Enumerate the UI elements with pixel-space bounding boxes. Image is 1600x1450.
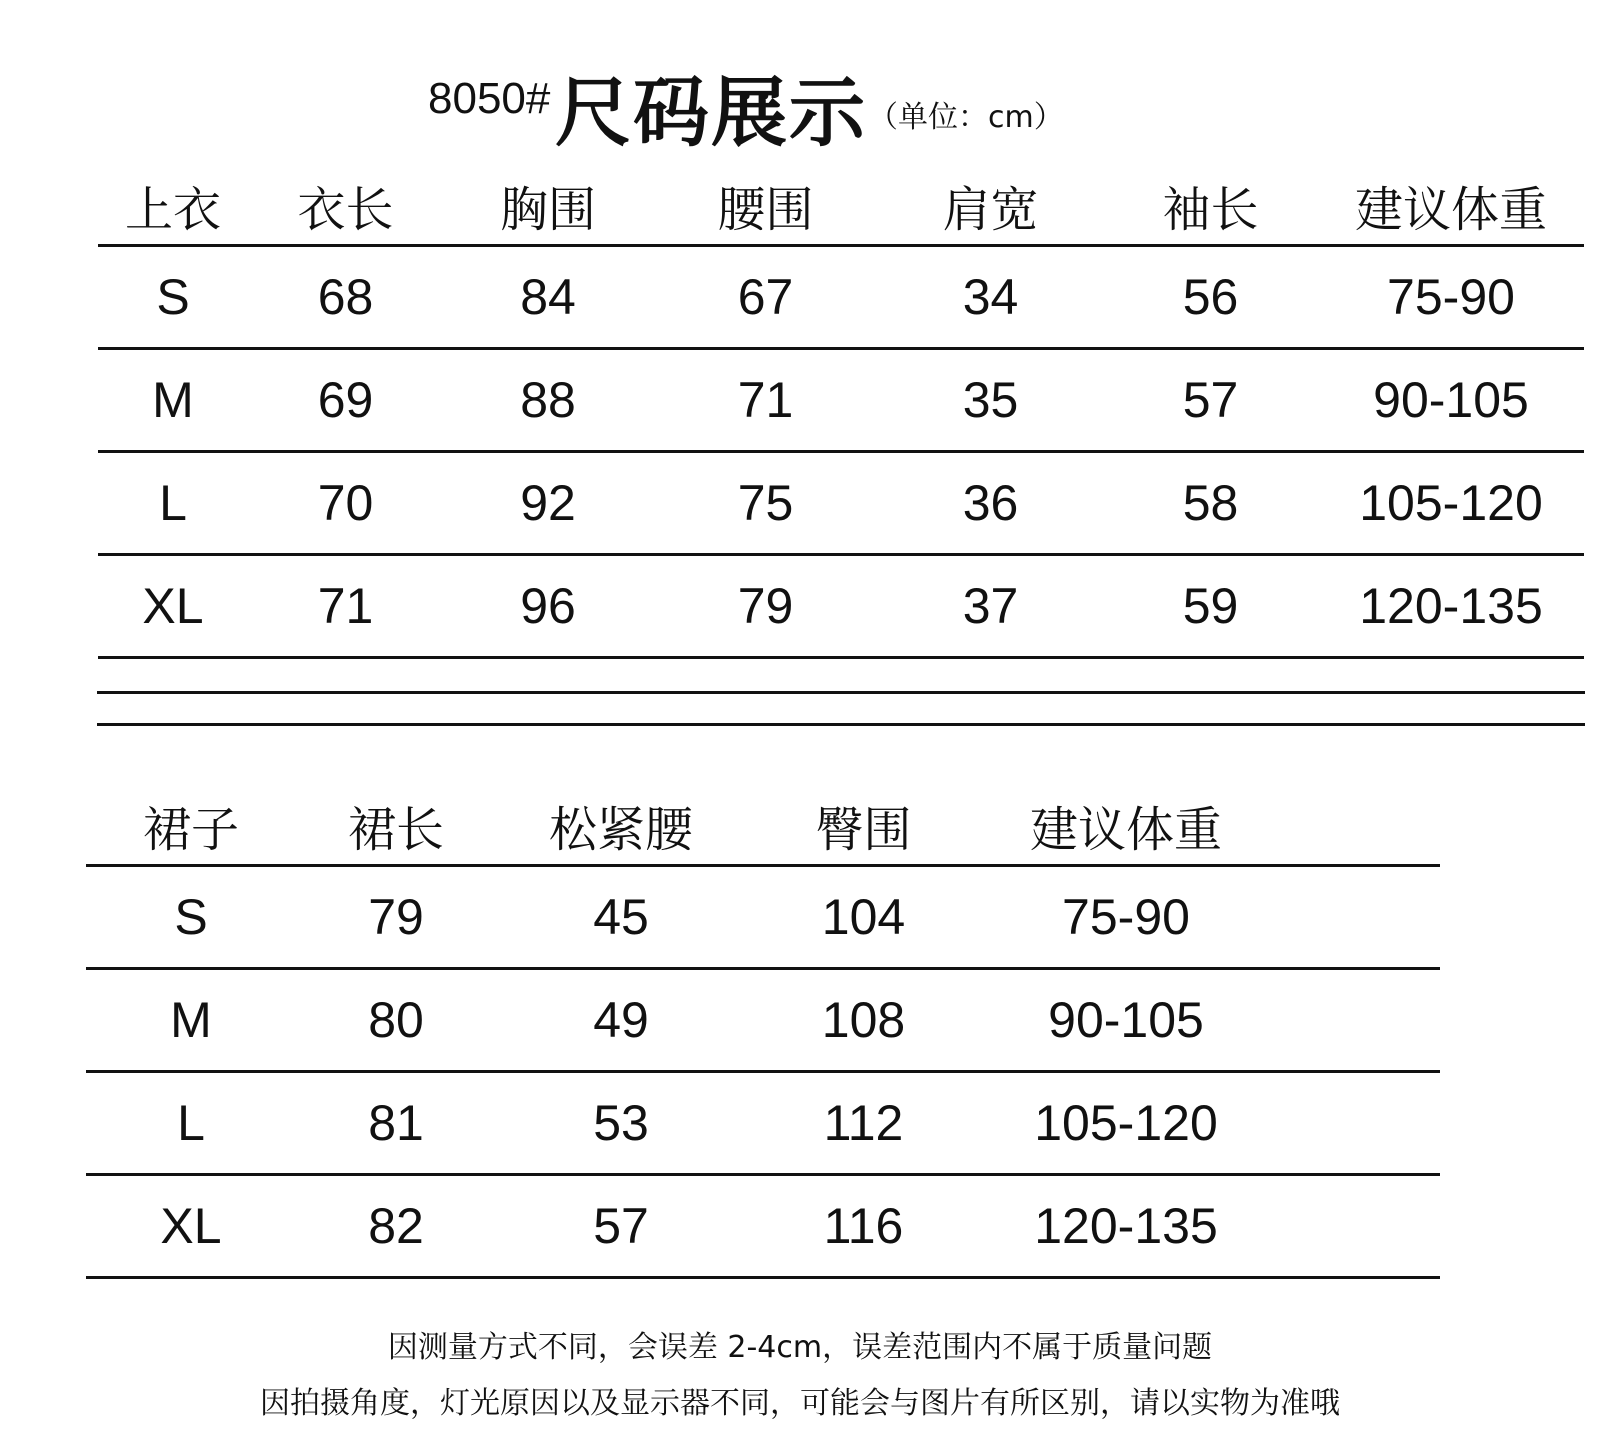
value-cell: 53 — [593, 1094, 649, 1151]
value-cell: 45 — [593, 888, 649, 945]
table-row — [86, 865, 1440, 968]
size-cell: S — [156, 268, 190, 325]
value-cell: 67 — [737, 268, 794, 325]
value-cell: 70 — [317, 474, 374, 531]
value-cell: 59 — [1182, 577, 1239, 634]
value-cell: 105-120 — [1359, 474, 1543, 531]
value-cell: 120-135 — [1034, 1197, 1218, 1254]
empty-cell — [1271, 968, 1440, 1071]
table-row — [98, 348, 1584, 451]
table-row — [86, 1071, 1440, 1174]
header-top: 上衣 — [124, 182, 221, 239]
empty-cell — [1271, 865, 1440, 968]
value-cell: 84 — [520, 268, 576, 325]
size-cell: L — [159, 474, 187, 531]
size-cell: M — [152, 371, 194, 428]
chart-title — [0, 52, 1600, 157]
value-cell: 120-135 — [1359, 577, 1543, 634]
value-cell: 82 — [368, 1197, 424, 1254]
value-cell: 75 — [737, 474, 794, 531]
value-cell: 37 — [962, 577, 1019, 634]
table-row — [98, 245, 1584, 348]
size-cell: S — [174, 888, 208, 945]
table-header-row — [86, 787, 1440, 865]
empty-cell — [1271, 1174, 1440, 1277]
table-row — [98, 451, 1584, 554]
table-row — [86, 968, 1440, 1071]
value-cell: 105-120 — [1034, 1094, 1218, 1151]
header-length: 衣长 — [297, 182, 394, 239]
value-cell: 92 — [520, 474, 576, 531]
value-cell: 116 — [823, 1197, 904, 1254]
note-photo: 因拍摄角度，灯光原因以及显示器不同，可能会与图片有所区别，请以实物为准哦 — [260, 1386, 1340, 1421]
value-cell: 35 — [962, 371, 1019, 428]
header-shoulder: 肩宽 — [942, 182, 1039, 239]
value-cell: 104 — [821, 888, 906, 945]
value-cell: 69 — [317, 371, 374, 428]
title-main: 尺码展示 — [555, 68, 867, 157]
value-cell: 58 — [1182, 474, 1239, 531]
value-cell: 75-90 — [1387, 268, 1515, 325]
value-cell: 90-105 — [1373, 371, 1529, 428]
header-hip: 臀围 — [815, 801, 912, 858]
table-row — [86, 1174, 1440, 1277]
value-cell: 80 — [368, 991, 424, 1048]
unit-label: （单位：cm） — [868, 100, 1064, 135]
value-cell: 79 — [737, 577, 794, 634]
value-cell: 90-105 — [1048, 991, 1204, 1048]
empty-cell — [1271, 1071, 1440, 1174]
size-cell: L — [177, 1094, 205, 1151]
value-cell: 88 — [520, 371, 576, 428]
value-cell: 71 — [737, 371, 794, 428]
header-skirt-length: 裙长 — [347, 801, 444, 858]
value-cell: 79 — [368, 888, 424, 945]
size-cell: XL — [160, 1197, 222, 1254]
header-weight: 建议体重 — [1354, 182, 1547, 239]
value-cell: 71 — [317, 577, 374, 634]
value-cell: 81 — [368, 1094, 424, 1151]
divider-line — [97, 723, 1585, 726]
note-measurement: 因测量方式不同，会误差 2-4cm，误差范围内不属于质量问题 — [387, 1330, 1213, 1365]
header-empty — [1271, 787, 1440, 865]
value-cell: 56 — [1182, 268, 1239, 325]
value-cell: 108 — [821, 991, 906, 1048]
table-row — [98, 554, 1584, 657]
value-cell: 112 — [823, 1094, 904, 1151]
header-waist: 腰围 — [717, 182, 814, 239]
value-cell: 49 — [593, 991, 649, 1048]
size-cell: XL — [142, 577, 204, 634]
value-cell: 68 — [317, 268, 374, 325]
header-skirt: 裙子 — [142, 801, 239, 858]
table-header-row — [98, 168, 1584, 245]
value-cell: 34 — [962, 268, 1019, 325]
skirt-size-table — [86, 787, 1440, 1279]
value-cell: 96 — [520, 577, 576, 634]
header-weight: 建议体重 — [1029, 801, 1222, 858]
header-elastic-waist: 松紧腰 — [548, 801, 693, 858]
top-size-table — [98, 168, 1584, 659]
value-cell: 75-90 — [1062, 888, 1190, 945]
value-cell: 36 — [962, 474, 1019, 531]
header-chest: 胸围 — [499, 182, 596, 239]
value-cell: 57 — [1182, 371, 1239, 428]
product-code: 8050# — [428, 74, 551, 123]
header-sleeve: 袖长 — [1162, 182, 1259, 239]
value-cell: 57 — [593, 1197, 649, 1254]
size-cell: M — [170, 991, 212, 1048]
divider-line — [97, 691, 1585, 694]
